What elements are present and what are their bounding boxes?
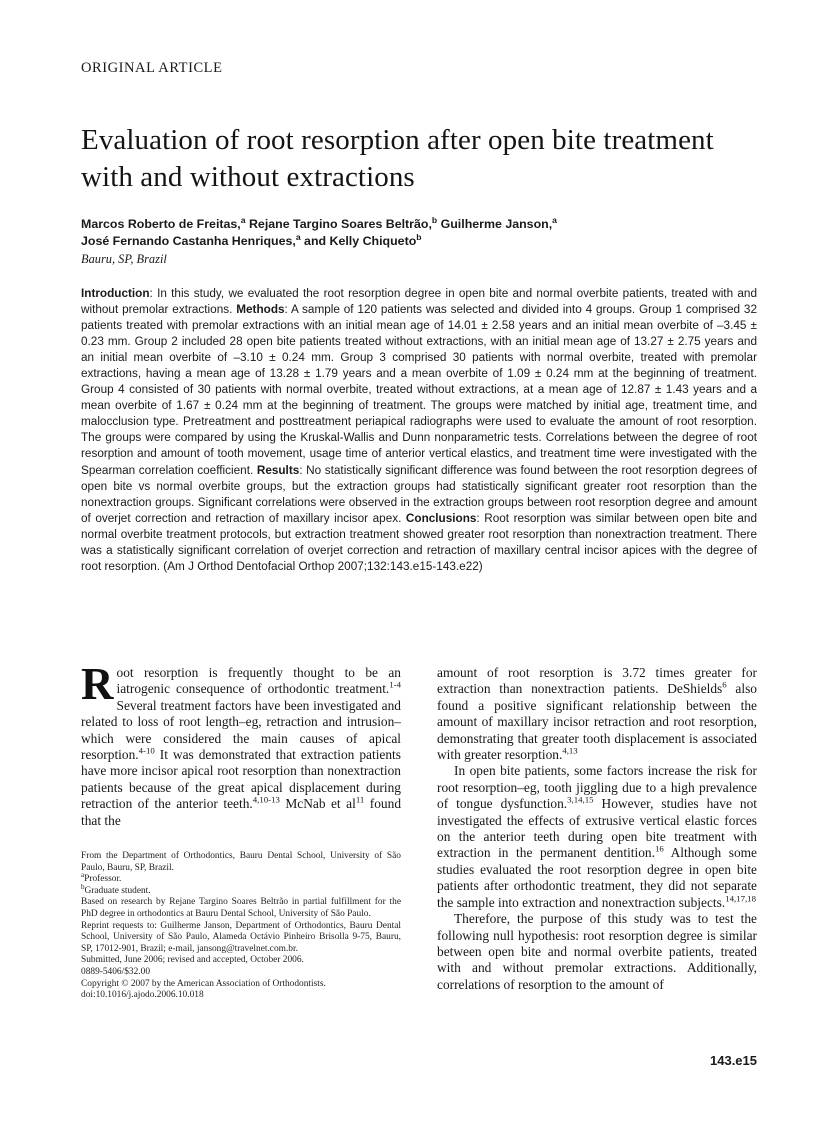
footnote-marker-a: a — [81, 871, 85, 880]
abstract-text-results: : No statistically significant difference was found between the root resorption degrees of open bite vs normal overbite groups, but the extraction groups had statistically significant greater root resorption than the nonextraction groups. Significant correlations were observed in the extraction groups between root resorption degree and amount of overjet correction and retraction of maxillary incisor apex. — [81, 463, 757, 525]
author-5: and Kelly Chiqueto — [300, 233, 417, 248]
citation-ref: 11 — [355, 794, 365, 805]
body-column-right — [437, 665, 757, 993]
footnote-marker-b: b — [81, 882, 85, 891]
body-text: McNab et al — [279, 796, 356, 812]
footnote-block — [81, 851, 401, 1002]
citation-ref: 16 — [654, 844, 664, 854]
footnote-issn: 0889-5406/$32.00 — [81, 966, 151, 977]
drop-cap: R — [81, 659, 114, 709]
footnote-submitted: Submitted, June 2006; revised and accepted, October 2006. — [81, 955, 304, 966]
footnote-doi: doi:10.1016/j.ajodo.2006.10.018 — [81, 990, 204, 1001]
citation-ref: 6 — [722, 679, 727, 690]
footnote-role-b-text: Graduate student. — [84, 885, 151, 896]
abstract-label-results: Results — [256, 463, 300, 477]
footnote-role-b — [81, 882, 401, 898]
citation-ref: 4,13 — [562, 745, 578, 756]
body-text: oot resorption is frequently thought to be an iatrogenic consequence of orthodontic treatment. — [116, 665, 401, 697]
abstract-label-conclusions: Conclusions — [405, 511, 477, 525]
body-paragraph — [437, 665, 757, 763]
body-text: It was demonstrated that extraction patients have more incisor apical root resorption than nonextraction patients because of the great apical displacement during retraction of the anterior teeth. — [81, 747, 401, 812]
author-1-affil-marker: a — [240, 214, 246, 225]
author-5-affil-marker: b — [416, 231, 422, 242]
footnote-reprint-requests: Reprint requests to: Guilherme Janson, Department of Orthodontics, Bauru Dental School, University of São Paulo, Alameda Octávio Pinheiro Brisolla 9-75, Bauru, SP, 17012-901, Brazil; e-mail, jansong@travelnet.com.br. — [81, 920, 401, 954]
citation-ref: 14,17,18 — [725, 893, 756, 904]
footnote-role-a — [81, 871, 401, 886]
author-2: Rejane Targino Soares Beltrão, — [245, 217, 432, 231]
citation-ref: 4-10 — [138, 745, 155, 756]
abstract-label-methods: Methods — [236, 303, 285, 317]
abstract-label-introduction: Introduction — [81, 287, 150, 300]
author-byline — [81, 216, 761, 249]
author-4-affil-marker: a — [295, 231, 301, 242]
body-text: Several treatment factors have been investigated and related to loss of root length–eg, retraction and intrusion–which were considered the main causes of apical resorption. — [81, 697, 401, 763]
body-text: amount of root resorption is 3.72 times greater for extraction than nonextraction patients. DeShields — [437, 665, 757, 697]
body-paragraph — [81, 659, 402, 829]
page-number: 143.e15 — [710, 1053, 757, 1068]
body-column-left — [81, 659, 402, 829]
footnote-based-on: Based on research by Rejane Targino Soares Beltrão in partial fulfillment for the PhD degree in orthodontics at Bauru Dental School, University of São Paulo. — [81, 897, 401, 919]
author-4: José Fernando Castanha Henriques, — [81, 233, 296, 248]
footnote-copyright: Copyright © 2007 by the American Association of Orthodontists. — [81, 978, 326, 989]
footnote-role-a-text: Professor. — [84, 874, 122, 885]
article-type-label: ORIGINAL ARTICLE — [81, 60, 223, 76]
body-text: However, studies have not investigated the effects of extrusive vertical elastic forces on the anterior teeth during open bite treatment with extraction in the permanent dentition. — [437, 796, 757, 861]
author-location: Bauru, SP, Brazil — [81, 252, 167, 266]
body-text: Although some studies evaluated the root resorption degree in open bite patients after orthodontic treatment, they did not separate the sample into extraction and nonextraction subjects. — [437, 845, 757, 910]
author-3: Guilherme Janson, — [437, 217, 553, 231]
footnote-affiliation: From the Department of Orthodontics, Bauru Dental School, University of São Paulo, Bauru, SP, Brazil. — [81, 851, 401, 873]
citation-ref: 3,14,15 — [567, 794, 594, 805]
abstract-text-conclusions: : Root resorption was similar between open bite and normal overbite treatment protocols, but extraction treatment showed greater root resorption than nonextraction treatment. There was a statistically significant correlation of overjet correction and retraction of maxillary central incisor apices with the degree of root resorption. (Am J Orthod Dentofacial Orthop 2007;132:143.e15-143.e22) — [81, 511, 757, 573]
body-paragraph: Therefore, the purpose of this study was to test the following null hypothesis: root resorption degree is similar between open bite and normal overbite patients, treated with and without premolar extractions. Additionally, correlations of resorption to the amount of — [437, 911, 757, 992]
citation-ref: 1-4 — [389, 679, 401, 690]
author-3-affil-marker: a — [552, 214, 557, 225]
page-title: Evaluation of root resorption after open bite treatment with and without extractions — [81, 124, 714, 193]
author-2-affil-marker: b — [431, 214, 438, 225]
body-text: found that the — [81, 796, 402, 828]
body-text: In open bite patients, some factors increase the risk for root resorption–eg, tooth jiggling due to a high prevalence of tongue dysfunction. — [437, 763, 757, 812]
body-text: also found a positive significant relationship between the amount of maxillary incisor retraction and root resorption, demonstrating that greater tooth displacement is associated with greater resorption. — [437, 681, 757, 763]
abstract-block — [81, 286, 757, 575]
abstract-text-methods: : A sample of 120 patients was selected and divided into 4 groups. Group 1 comprised 32 patients treated with premolar extractions with an initial mean age of 14.01 ± 2.58 years and an initial mean overbite of –3.45 ± 0.23 mm. Group 2 included 28 open bite patients treated without extractions, with an initial mean age of 13.27 ± 2.75 years and an initial mean overbite of –3.10 ± 0.24 mm. Group 3 comprised 30 patients with normal overbite, treated with premolar extractions, having a mean age of 13.28 ± 1.79 years and a mean overbite of 1.09 ± 0.24 mm at the beginning of treatment. Group 4 consisted of 30 patients with normal overbite, treated without extractions, at a mean age of 12.87 ± 1.43 years and a mean overbite of 1.67 ± 0.24 mm at the beginning of treatment. The groups were matched by initial age, treatment time, and malocclusion type. Pretreatment and posttreatment periapical radiographs were used to evaluate the amount of root resorption. The groups were compared by using the Kruskal-Wallis and Dunn nonparametric tests. Correlations between the degree of root resorption and amount of tooth movement, usage time of anterior vertical elastics, and treatment time were investigated with the Spearman correlation coefficient. — [81, 303, 758, 477]
abstract-text-introduction: : In this study, we evaluated the root resorption degree in open bite and normal overbite patients, treated with and without premolar extractions. — [81, 287, 757, 317]
citation-ref: 4,10-13 — [252, 794, 280, 805]
author-1: Marcos Roberto de Freitas, — [81, 217, 241, 231]
body-paragraph — [437, 763, 757, 911]
